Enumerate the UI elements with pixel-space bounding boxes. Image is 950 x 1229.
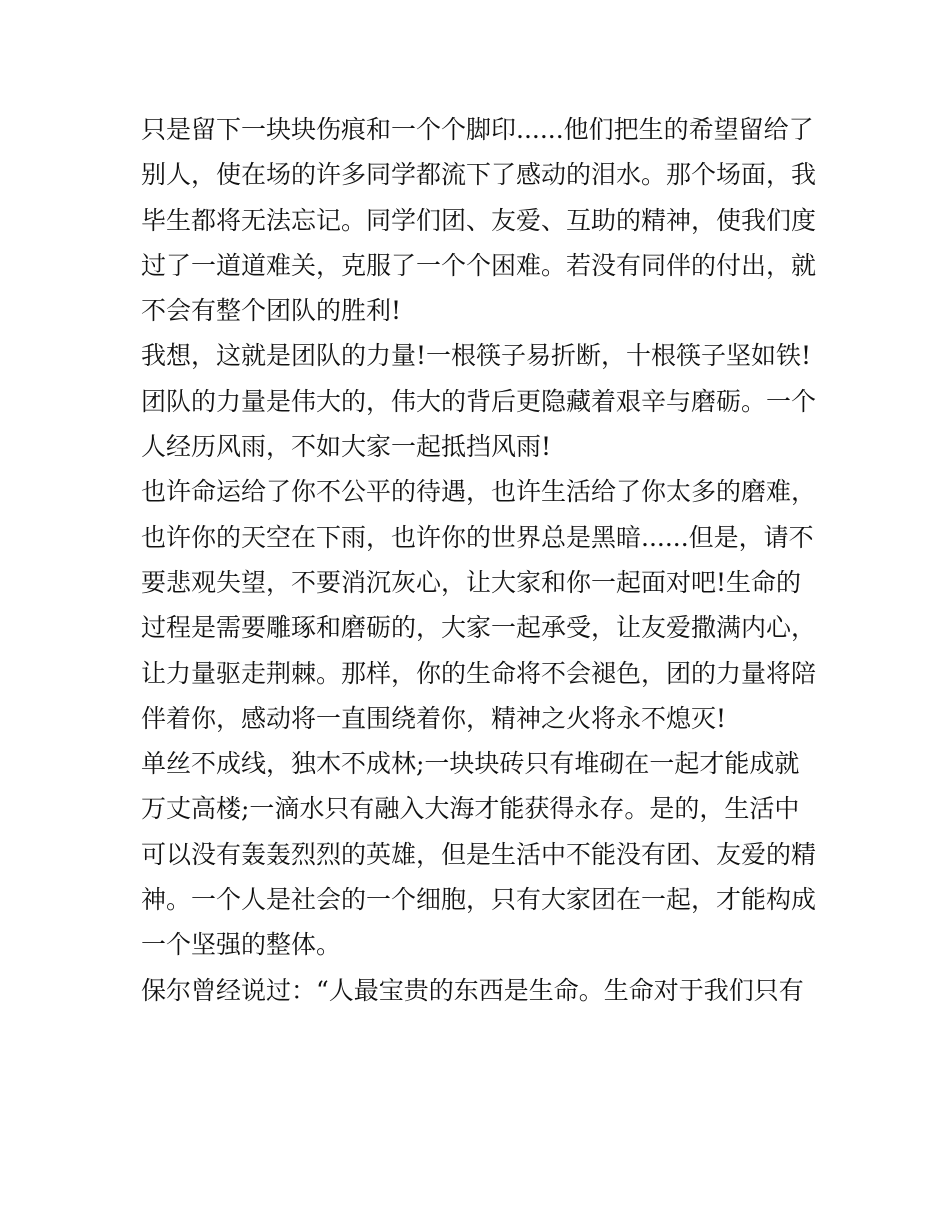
text-line: 我想，这就是团队的力量!一根筷子易折断，十根筷子坚如铁! (141, 341, 812, 371)
text-line: 别人，使在场的许多同学都流下了感动的泪水。那个场面，我 (141, 160, 817, 190)
text-line: 也许你的天空在下雨，也许你的世界总是黑暗......但是，请不 (141, 522, 814, 552)
text-line: 过程是需要雕琢和磨砺的，大家一起承受，让友爱撒满内心， (141, 613, 817, 643)
text-line: 神。一个人是社会的一个细胞，只有大家团在一起，才能构成 (141, 885, 817, 915)
text-line: 只是留下一块块伤痕和一个个脚印......他们把生的希望留给了 (141, 115, 814, 144)
text-line: 毕生都将无法忘记。同学们团、友爱、互助的精神，使我们度 (141, 205, 817, 235)
text-line: 人经历风雨，不如大家一起抵挡风雨! (141, 432, 552, 462)
text-line: 伴着你，感动将一直围绕着你，精神之火将永不熄灭! (141, 703, 727, 733)
text-line: 一个坚强的整体。 (141, 930, 342, 960)
text-line: 要悲观失望，不要消沉灰心，让大家和你一起面对吧!生命的 (141, 567, 802, 597)
text-line: 让力量驱走荆棘。那样，你的生命将不会褪色，团的力量将陪 (141, 658, 817, 688)
text-line: 单丝不成线，独木不成林;一块块砖只有堆砌在一起才能成就 (141, 749, 800, 779)
text-line: 保尔曾经说过：“人最宝贵的东西是生命。生命对于我们只有 (141, 975, 804, 1005)
text-line: 不会有整个团队的胜利! (141, 296, 402, 326)
text-line: 万丈高楼;一滴水只有融入大海才能获得永存。是的，生活中 (141, 794, 800, 824)
text-line: 过了一道道难关，克服了一个个困难。若没有同伴的付出，就 (141, 250, 817, 280)
text-line: 可以没有轰轰烈烈的英雄，但是生活中不能没有团、友爱的精 (141, 839, 817, 869)
text-line: 也许命运给了你不公平的待遇，也许生活给了你太多的磨难， (141, 477, 817, 507)
text-line: 团队的力量是伟大的，伟大的背后更隐藏着艰辛与磨砺。一个 (141, 386, 817, 416)
document-body (141, 107, 821, 1013)
